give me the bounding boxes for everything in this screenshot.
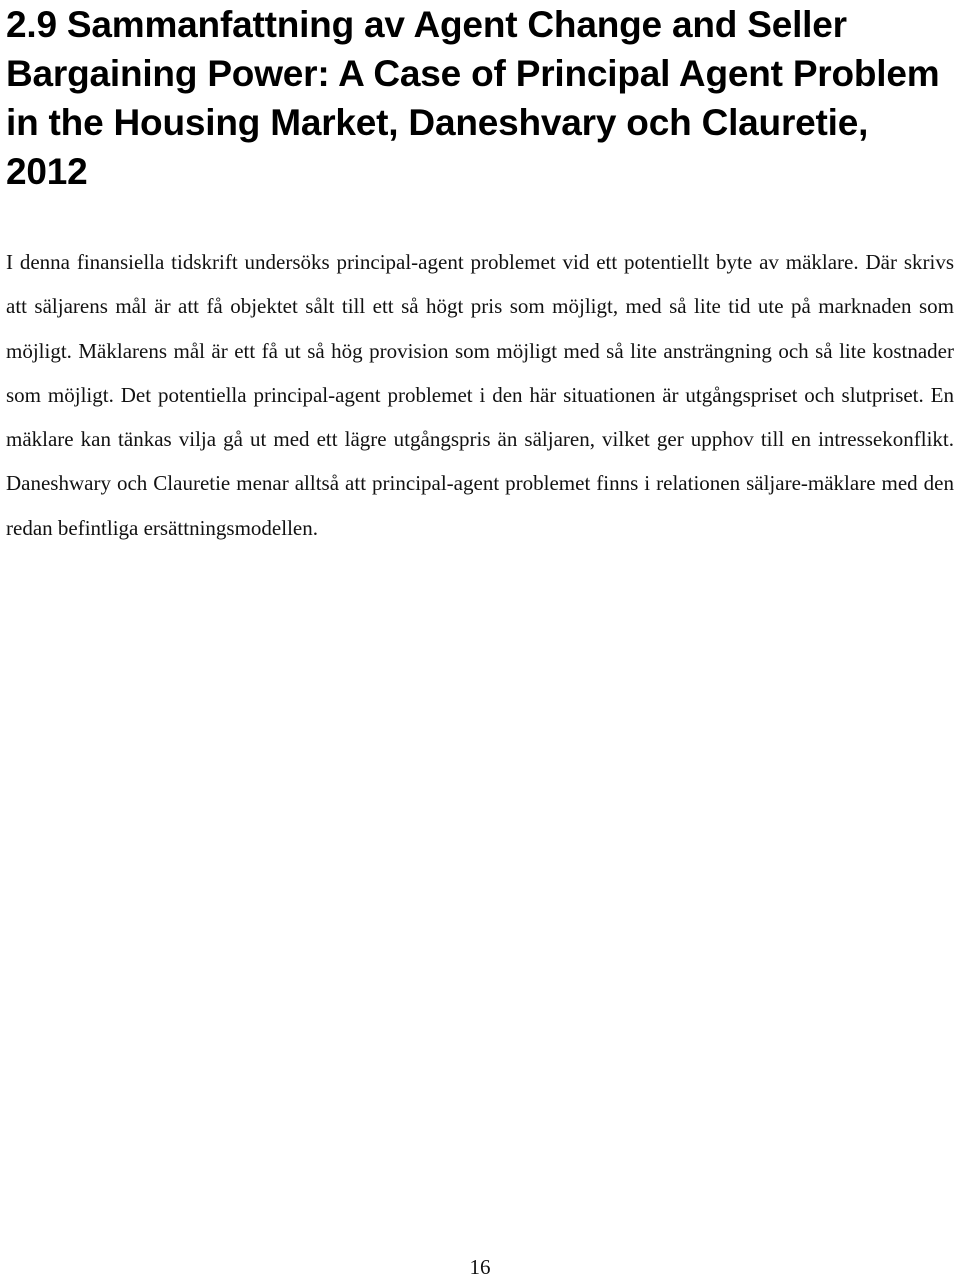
page-number: 16 [469, 1255, 491, 1279]
section-heading: 2.9 Sammanfattning av Agent Change and Seller Bargaining Power: A Case of Principal Agent Problem in the Housing Market, Daneshvary och Clauretie, 2012 [6, 4, 940, 192]
body-paragraph: I denna finansiella tidskrift undersöks principal-agent problemet vid ett potentiellt byte av mäklare. Där skrivs att säljarens mål är att få objektet sålt till ett så högt pris som möjligt, med så lite tid ute på marknaden som möjligt. Mäklarens mål är ett få ut så hög provision som möjligt med så lite ansträngning och så lite kostnader som möjligt. Det potentiella principal-agent problemet i den här situationen är utgångspriset och slutpriset. En mäklare kan tänkas vilja gå ut med ett lägre utgångspris än säljaren, vilket ger upphov till en intressekonflikt. Daneshwary och Clauretie menar alltså att principal-agent problemet finns i relationen säljare-mäklare med den redan befintliga ersättningsmodellen. [6, 250, 954, 540]
